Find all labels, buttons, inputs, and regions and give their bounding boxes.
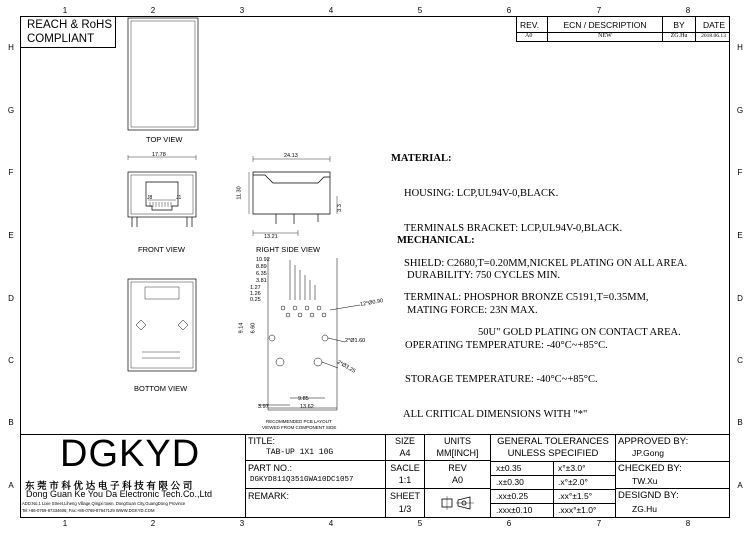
material-line-2: TERMINALS BRACKET: LCP,UL94V-0,BLACK. xyxy=(404,222,623,234)
company-address: ADD:No.1 Lixie Street,Liheng Village,Qingxi town, DongGuan City,GuangDong Province xyxy=(22,501,186,506)
side-view-drawing xyxy=(249,156,337,236)
tolerance-linear-0: x±0.35 xyxy=(496,463,522,473)
dim-pcb-top-2: 6.35 xyxy=(256,271,267,277)
zone-col-3-bottom: 3 xyxy=(239,519,245,528)
dim-side-small: 3.3 xyxy=(336,204,343,212)
zone-col-8-top: 8 xyxy=(685,6,691,15)
title-value: TAB-UP 1X1 10G xyxy=(266,448,334,457)
dim-pcb-right-3: 2*Ø3.25 xyxy=(335,359,357,375)
tolerance-title-2: UNLESS SPECIFIED xyxy=(507,448,599,459)
units-value: MM[INCH] xyxy=(436,448,479,458)
zone-col-1-bottom: 1 xyxy=(62,519,68,528)
zone-row-e-right: E xyxy=(737,231,743,240)
zone-col-1-top: 1 xyxy=(62,6,68,15)
design-value: ZG.Hu xyxy=(632,504,658,514)
zone-row-h-left: H xyxy=(8,43,14,52)
rev-value: A0 xyxy=(451,475,463,485)
dim-pcb-left-1: 6.60 xyxy=(250,322,257,334)
approved-value: JP.Gong xyxy=(632,448,664,458)
zone-col-5-bottom: 5 xyxy=(417,519,423,528)
zone-row-b-left: B xyxy=(8,418,14,427)
company-name-en: Dong Guan Ke You Da Electronic Tech.Co.,Ltd xyxy=(26,489,212,499)
rev-header-by: BY xyxy=(673,20,685,30)
scale-value: 1:1 xyxy=(398,475,412,485)
zone-col-8-bottom: 8 xyxy=(685,519,691,528)
zone-row-g-left: G xyxy=(7,106,15,115)
zone-row-c-left: C xyxy=(8,356,14,365)
dim-side-height: 11.30 xyxy=(236,186,243,200)
dim-pcb-bottom-3: 13.62 xyxy=(300,404,314,410)
mechanical-title: MECHANICAL: xyxy=(397,235,475,247)
pcb-layout-label: RECOMMENDED PCB LAYOUT xyxy=(266,419,332,424)
dim-pcb-top-1: 8.89 xyxy=(256,264,267,270)
zone-col-4-top: 4 xyxy=(328,6,334,15)
material-line-4: TERMINAL: PHOSPHOR BRONZE C5191,T=0.35MM, xyxy=(404,292,649,304)
dim-pcb-bottom-2: 9.85 xyxy=(298,396,309,402)
mechanical-notes xyxy=(397,212,608,432)
bottom-view-drawing xyxy=(128,279,196,371)
zone-row-d-right: D xyxy=(737,294,743,303)
tolerance-angle-1: .x°±2.0° xyxy=(558,477,588,487)
scale-label: SACLE xyxy=(390,463,420,473)
size-value: A4 xyxy=(399,448,411,458)
front-view-label: FRONT VIEW xyxy=(138,245,185,254)
rev-header-date: DATE xyxy=(702,20,726,30)
dim-pcb-top-6: 0.25 xyxy=(250,297,261,303)
dim-side-depth: 24.13 xyxy=(284,153,298,159)
dim-side-bottom: 13.21 xyxy=(264,234,278,240)
top-view-drawing xyxy=(128,18,198,130)
company-logo: DGKYD xyxy=(60,433,201,475)
rev-header-desc: ECN / DESCRIPTION xyxy=(563,20,647,30)
sheet-value: 1/3 xyxy=(398,504,412,514)
design-label: DESIGND BY: xyxy=(618,490,679,501)
mechanical-line-2: MATING FORCE: 23N MAX. xyxy=(407,304,538,316)
zone-row-h-right: H xyxy=(737,43,743,52)
compliance-line-2: COMPLIANT xyxy=(27,33,95,45)
rev-header-rev: REV. xyxy=(520,20,540,30)
tolerance-angle-3: .xxx°±1.0° xyxy=(558,505,597,515)
top-view-label: TOP VIEW xyxy=(146,135,183,144)
material-line-3: SHIELD: C2680,T=0.20MM,NICKEL PLATING ON ALL AREA. xyxy=(404,257,688,269)
remark-label: REMARK: xyxy=(248,491,290,501)
pin-label-j1: J1 xyxy=(176,195,182,201)
part-value: DGKYD811Q351GWA10DC1057 xyxy=(250,476,354,484)
tolerance-angle-2: .xx°±1.5° xyxy=(558,491,593,501)
company-contact: Tel:+86-0769-87334606; Fax:+86-0769-87647129 WWW.DGKYD.COM xyxy=(22,508,155,513)
mechanical-line-3: OPERATING TEMPERATURE: -40°C~+85°C. xyxy=(405,339,608,351)
company-name-cn: 东 莞 市 科 优 达 电 子 科 技 有 限 公 司 xyxy=(25,481,193,492)
zone-col-3-top: 3 xyxy=(239,6,245,15)
zone-row-c-right: C xyxy=(737,356,743,365)
checked-value: TW.Xu xyxy=(632,476,658,486)
tolerance-title-1: GENERAL TOLERANCES xyxy=(497,436,609,447)
rev-row-by: ZG.Hu xyxy=(670,33,688,39)
front-view-drawing xyxy=(128,155,196,227)
dim-pcb-bottom-1: 3.97 xyxy=(258,404,269,410)
pin-label-j8: J8 xyxy=(147,195,153,201)
dim-front-width: 17.78 xyxy=(152,152,166,158)
checked-label: CHECKED BY: xyxy=(618,463,682,474)
zone-col-4-bottom: 4 xyxy=(328,519,334,528)
dim-pcb-top-3: 3.81 xyxy=(256,278,267,284)
dim-pcb-top-5: 1.26 xyxy=(250,291,261,297)
mechanical-line-1: DURABILITY: 750 CYCLES MIN. xyxy=(407,269,561,281)
dim-pcb-top-4: 1.27 xyxy=(250,285,261,291)
rev-row-rev: A0 xyxy=(525,33,533,39)
zone-col-7-bottom: 7 xyxy=(596,519,602,528)
side-view-label: RIGHT SIDE VIEW xyxy=(256,245,321,254)
material-title: MATERIAL: xyxy=(391,153,452,165)
zone-row-b-right: B xyxy=(737,418,743,427)
zone-col-7-top: 7 xyxy=(596,6,602,15)
dim-pcb-right-2: 2*Ø1.60 xyxy=(345,338,366,344)
dim-pcb-left-0: 9.14 xyxy=(238,322,245,334)
material-line-1: HOUSING: LCP,UL94V-0,BLACK. xyxy=(404,187,559,199)
zone-col-6-bottom: 6 xyxy=(506,519,512,528)
projection-symbol-icon xyxy=(440,495,476,511)
rev-row-date: 2018.06.13 xyxy=(701,33,726,39)
zone-row-f-left: F xyxy=(8,168,14,177)
pcb-layout-drawing xyxy=(258,258,360,410)
bottom-view-label: BOTTOM VIEW xyxy=(134,384,188,393)
approved-label: APPROVED BY: xyxy=(618,436,689,447)
zone-row-d-left: D xyxy=(8,294,14,303)
dim-pcb-top-0: 10.92 xyxy=(256,257,270,263)
zone-row-a-right: A xyxy=(737,481,743,490)
tolerance-linear-2: .xx±0.25 xyxy=(496,491,529,501)
sheet-label: SHEET xyxy=(389,491,420,501)
title-label: TITLE: xyxy=(248,436,276,446)
part-label: PART NO.: xyxy=(248,463,293,473)
size-label: SIZE xyxy=(394,436,415,446)
mechanical-line-5: ALL CRITICAL DIMENSIONS WITH "*" xyxy=(403,409,588,421)
zone-row-f-right: F xyxy=(737,168,743,177)
zone-col-2-top: 2 xyxy=(150,6,156,15)
tolerance-angle-0: x°±3.0° xyxy=(558,463,586,473)
compliance-line-1: REACH & RoHS xyxy=(27,19,112,31)
pcb-layout-sublabel: VIEWED FROM COMPONENT SIDE xyxy=(262,425,337,430)
rev-row-desc: NEW xyxy=(598,33,612,39)
zone-row-g-right: G xyxy=(736,106,744,115)
zone-row-e-left: E xyxy=(8,231,14,240)
tolerance-linear-1: .x±0.30 xyxy=(496,477,524,487)
zone-row-a-left: A xyxy=(8,481,14,490)
tolerance-linear-3: .xxx±0.10 xyxy=(496,505,533,515)
zone-col-6-top: 6 xyxy=(506,6,512,15)
zone-col-5-top: 5 xyxy=(417,6,423,15)
zone-col-2-bottom: 2 xyxy=(150,519,156,528)
mechanical-line-4: STORAGE TEMPERATURE: -40°C~+85°C. xyxy=(405,374,598,386)
rev-label: REV xyxy=(448,463,467,473)
dim-pcb-right-1: 12*Ø0.90 xyxy=(359,298,384,308)
units-label: UNITS xyxy=(444,436,471,446)
material-line-5: 50U" GOLD PLATING ON CONTACT AREA. xyxy=(478,327,681,339)
